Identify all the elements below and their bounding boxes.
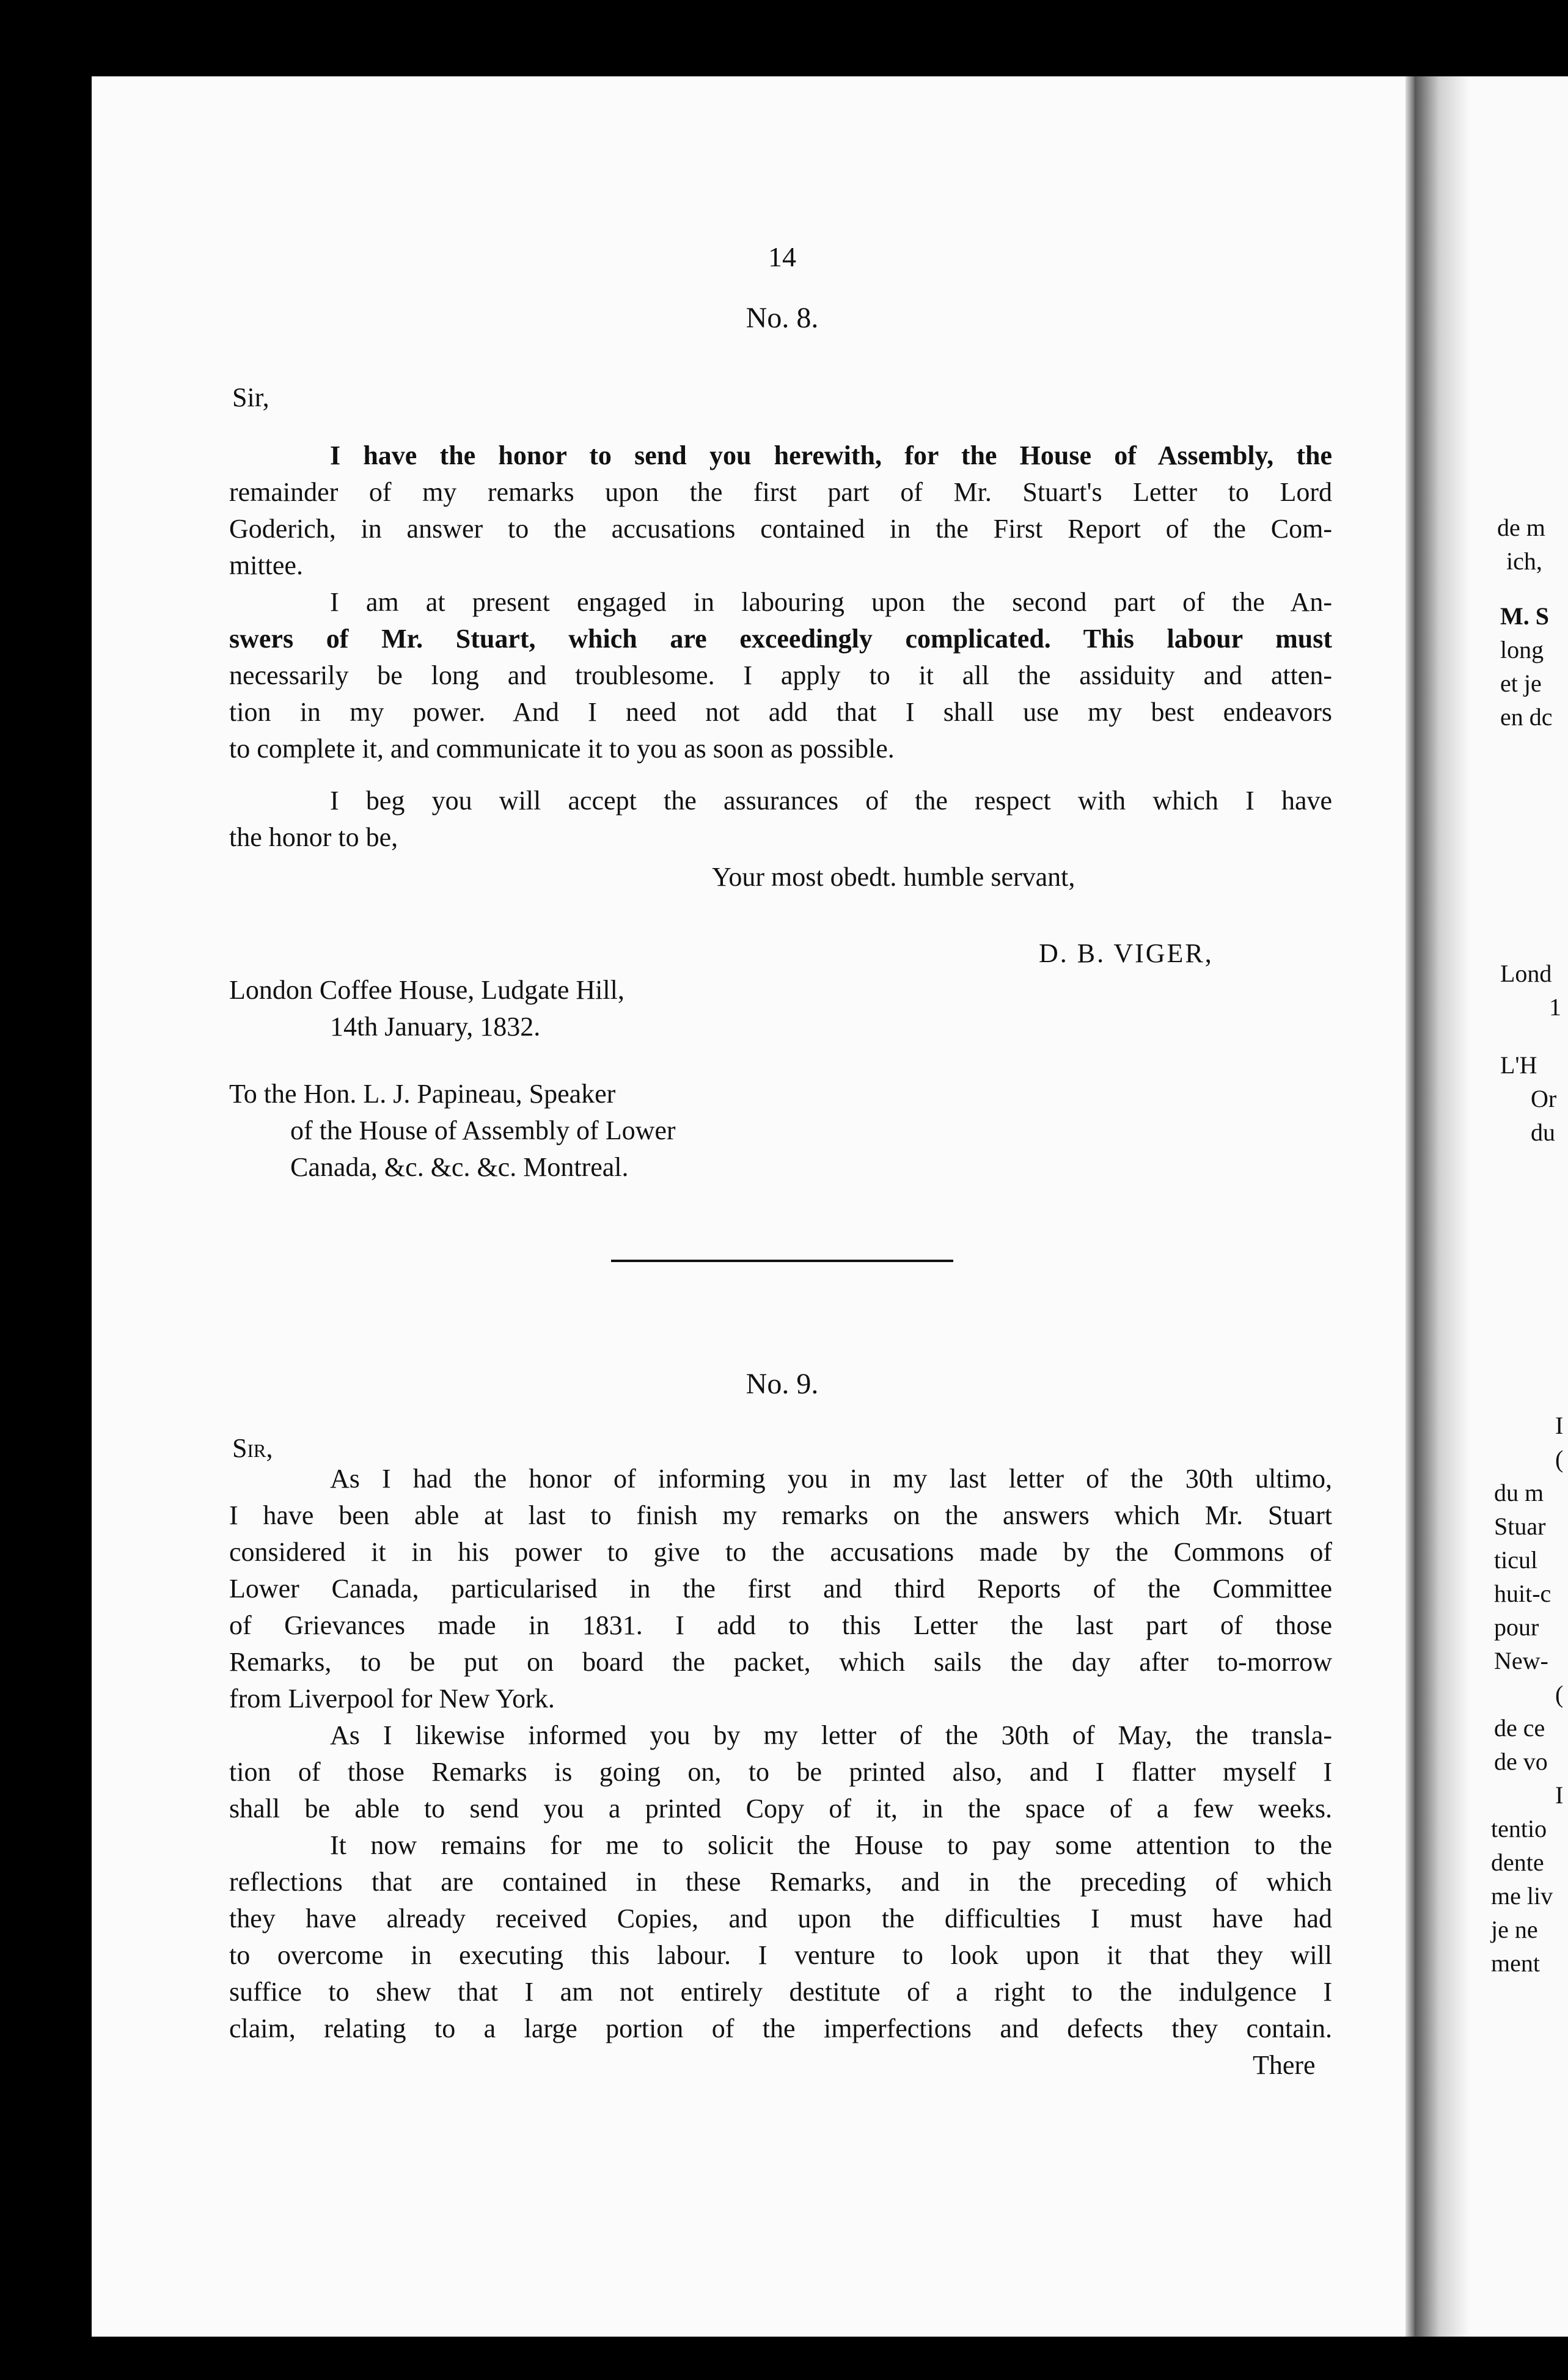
- letter-8-heading: No. 8.: [746, 302, 819, 334]
- facing-page: [1415, 76, 1568, 2337]
- facing-fragment: et je: [1500, 670, 1542, 697]
- letter-8-line: I have the honor to send you herewith, for the House of Assembly, the: [330, 440, 1332, 470]
- letter-8-recipient: To the Hon. L. J. Papineau, Speaker: [229, 1079, 616, 1109]
- facing-fragment: ticul: [1494, 1546, 1538, 1574]
- facing-fragment: Or: [1531, 1085, 1557, 1112]
- letter-8-recipient: of the House of Assembly of Lower: [290, 1115, 676, 1145]
- letter-8-recipient: Canada, &c. &c. &c. Montreal.: [290, 1152, 629, 1182]
- letter-9-line: It now remains for me to solicit the House to pay some attention to the: [330, 1830, 1332, 1860]
- letter-9-line: they have already received Copies, and upon the difficulties I must have had: [229, 1904, 1332, 1933]
- section-divider: [611, 1260, 953, 1262]
- facing-fragment: ich,: [1506, 547, 1542, 575]
- letter-8-line: the honor to be,: [229, 822, 398, 852]
- facing-fragment: huit-c: [1494, 1580, 1552, 1607]
- facing-fragment: Stuar: [1494, 1513, 1546, 1540]
- facing-fragment: M. S: [1500, 602, 1549, 630]
- letter-8-address: London Coffee House, Ludgate Hill,: [229, 975, 625, 1005]
- facing-fragment: L'H: [1500, 1051, 1537, 1079]
- facing-fragment: (: [1555, 1445, 1564, 1473]
- facing-fragment: (: [1555, 1681, 1564, 1708]
- letter-8-salutation: Sir,: [232, 382, 269, 412]
- letter-9-line: tion of those Remarks is going on, to be printed also, and I flatter myself I: [229, 1757, 1332, 1787]
- letter-8-signature: D. B. VIGER,: [1039, 938, 1214, 968]
- letter-9-line: As I had the honor of informing you in my last letter of the 30th ultimo,: [330, 1464, 1332, 1494]
- facing-fragment: de m: [1497, 514, 1545, 541]
- letter-8-closing: Your most obedt. humble servant,: [712, 862, 1075, 892]
- facing-fragment: long: [1500, 636, 1544, 663]
- letter-9-salutation: Sir,: [232, 1433, 273, 1463]
- facing-fragment: tentio: [1491, 1815, 1547, 1842]
- page-number: 14: [768, 241, 796, 272]
- facing-fragment: du: [1531, 1119, 1555, 1146]
- letter-9-line: Remarks, to be put on board the packet, which sails the day after to-morrow: [229, 1647, 1332, 1677]
- letter-8-line: remainder of my remarks upon the first part of Mr. Stuart's Letter to Lord: [229, 477, 1332, 507]
- facing-fragment: 1: [1549, 993, 1561, 1021]
- letter-9-line: claim, relating to a large portion of the imperfections and defects they contain.: [229, 2013, 1332, 2043]
- facing-fragment: pour: [1494, 1613, 1539, 1641]
- letter-8-line: necessarily be long and troublesome. I apply to it all the assiduity and atten-: [229, 660, 1332, 690]
- letter-9-line: reflections that are contained in these Remarks, and in the preceding of which: [229, 1867, 1332, 1897]
- letter-8-line: tion in my power. And I need not add that I shall use my best endeavors: [229, 697, 1332, 727]
- letter-9-heading: No. 9.: [746, 1368, 819, 1400]
- letter-8-line: mittee.: [229, 550, 303, 580]
- letter-9-line: suffice to shew that I am not entirely destitute of a right to the indulgence I: [229, 1977, 1332, 2007]
- facing-fragment: New-: [1494, 1647, 1548, 1674]
- facing-fragment: I: [1555, 1781, 1564, 1809]
- letter-9-line: of Grievances made in 1831. I add to this Letter the last part of those: [229, 1610, 1332, 1640]
- facing-fragment: en dc: [1500, 703, 1553, 731]
- letter-8-line: I beg you will accept the assurances of the respect with which I have: [330, 786, 1332, 816]
- letter-9-line: As I likewise informed you by my letter of the 30th of May, the transla-: [330, 1720, 1332, 1750]
- letter-8-line: I am at present engaged in labouring upon the second part of the An-: [330, 587, 1332, 617]
- letter-9-line: shall be able to send you a printed Copy of it, in the space of a few weeks.: [229, 1794, 1332, 1823]
- letter-9-line: from Liverpool for New York.: [229, 1684, 555, 1714]
- letter-9-line: Lower Canada, particularised in the first and third Reports of the Committee: [229, 1574, 1332, 1604]
- facing-fragment: de ce: [1494, 1714, 1545, 1742]
- facing-fragment: de vo: [1494, 1748, 1548, 1775]
- facing-fragment: ment: [1491, 1949, 1540, 1977]
- letter-9-line: to overcome in executing this labour. I venture to look upon it that they will: [229, 1940, 1332, 1970]
- letter-8-date: 14th January, 1832.: [330, 1012, 541, 1042]
- facing-fragment: me liv: [1491, 1882, 1553, 1910]
- letter-8-line: to complete it, and communicate it to you as soon as possible.: [229, 734, 895, 764]
- facing-fragment: je ne: [1491, 1916, 1538, 1943]
- facing-fragment: dente: [1491, 1849, 1544, 1876]
- letter-8-line: swers of Mr. Stuart, which are exceedingly complicated. This labour must: [229, 624, 1332, 654]
- letter-9-line: I have been able at last to finish my remarks on the answers which Mr. Stuart: [229, 1500, 1332, 1530]
- facing-fragment: du m: [1494, 1479, 1544, 1506]
- letter-9-line: considered it in his power to give to the accusations made by the Commons of: [229, 1537, 1332, 1567]
- letter-8-line: Goderich, in answer to the accusations contained in the First Report of the Com-: [229, 514, 1332, 544]
- facing-fragment: Lond: [1500, 960, 1552, 987]
- catchword: There: [1253, 2050, 1316, 2080]
- facing-fragment: I: [1555, 1412, 1564, 1439]
